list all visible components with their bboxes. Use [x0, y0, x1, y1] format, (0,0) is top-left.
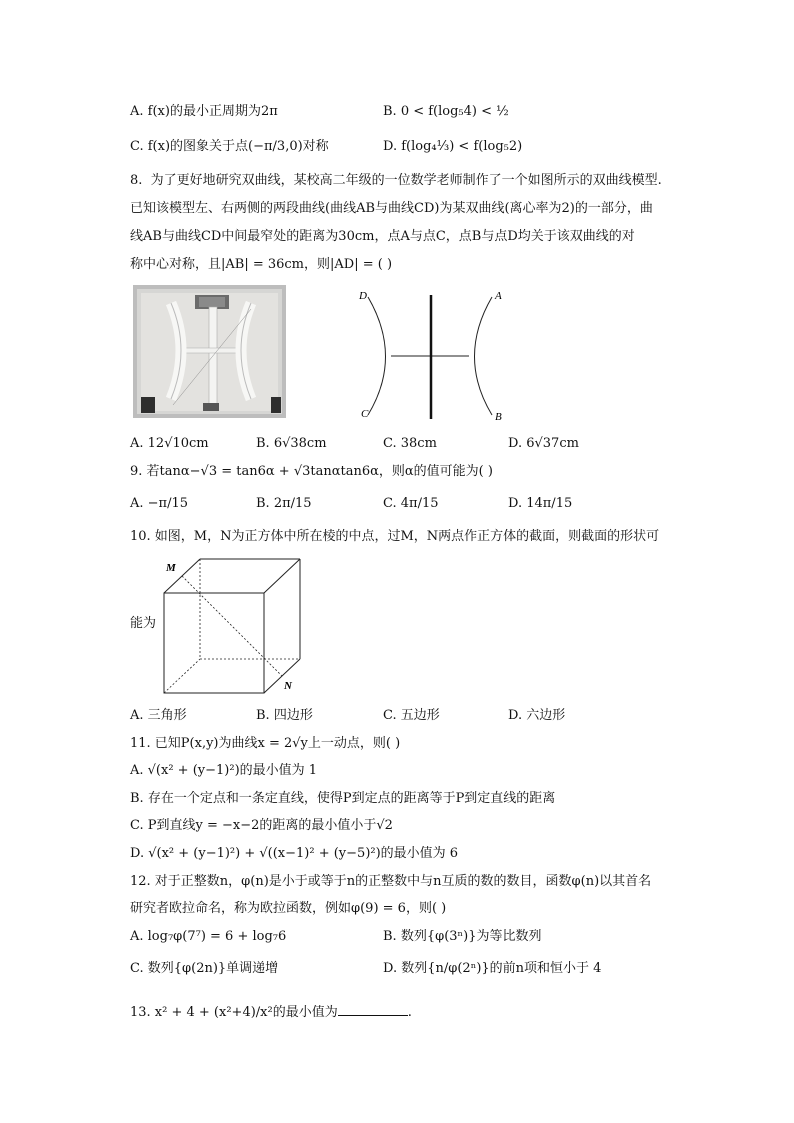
q9-option-a: A. −π/15 — [130, 496, 189, 511]
q10-stem-tail: 能为 — [130, 616, 157, 631]
cube-diagram — [160, 555, 310, 700]
answer-blank — [338, 1003, 408, 1016]
q12-option-b: B. 数列{φ(3ⁿ)}为等比数列 — [383, 929, 542, 944]
q8-line-2: 已知该模型左、右两侧的两段曲线(曲线AB与曲线CD)为某双曲线(离心率为2)的一部分，曲 — [130, 201, 653, 216]
q12-option-a: A. log₇φ(7⁷) = 6 + log₇6 — [130, 929, 287, 944]
q12-stem-1: 12. 对于正整数n，φ(n)是小于或等于n的正整数中与n互质的数的数目，函数φ(n)以其首名 — [130, 874, 652, 889]
q8-option-b: B. 6√38cm — [256, 436, 327, 451]
q8-option-a: A. 12√10cm — [130, 436, 209, 451]
q11-option-b: B. 存在一个定点和一条定直线，使得P到定点的距离等于P到定直线的距离 — [130, 791, 556, 806]
label-point-b: B — [495, 411, 502, 423]
q10-option-d: D. 六边形 — [508, 708, 566, 723]
label-point-c: C — [361, 408, 369, 420]
label-m: M — [166, 562, 176, 574]
q12-option-d: D. 数列{n/φ(2ⁿ)}的前n项和恒小于 4 — [383, 961, 602, 976]
q8-text-1: 为了更好地研究双曲线，某校高二年级的一位数学老师制作了一个如图所示的双曲线模型. — [150, 173, 662, 188]
q9-stem: 9. 若tanα−√3 = tan6α + √3tanαtan6α，则α的值可能为( ) — [130, 464, 493, 479]
q8-number: 8. — [130, 173, 143, 188]
q7-option-a: A. f(x)的最小正周期为2π — [130, 104, 278, 119]
q10-stem: 10. 如图，M，N为正方体中所在棱的中点，过M，N两点作正方体的截面，则截面的形状可 — [130, 529, 660, 544]
q10-option-b: B. 四边形 — [256, 708, 313, 723]
q13-line — [130, 1003, 412, 1022]
hyperbola-model-photo — [133, 285, 286, 418]
q8-option-d: D. 6√37cm — [508, 436, 579, 451]
label-point-a: A — [495, 290, 502, 302]
q8-line-4: 称中心对称，且|AB| = 36cm，则|AD| = ( ) — [130, 257, 393, 272]
q8-line-3: 线AB与曲线CD中间最窄处的距离为30cm，点A与点C，点B与点D均关于该双曲线的对 — [130, 229, 635, 244]
q12-option-c: C. 数列{φ(2n)}单调递增 — [130, 961, 279, 976]
q9-option-d: D. 14π/15 — [508, 496, 573, 511]
q10-option-a: A. 三角形 — [130, 708, 187, 723]
q7-option-c: C. f(x)的图象关于点(−π/3,0)对称 — [130, 139, 329, 154]
q12-stem-2: 研究者欧拉命名，称为欧拉函数，例如φ(9) = 6，则( ) — [130, 901, 447, 916]
q10-option-c: C. 五边形 — [383, 708, 440, 723]
q7-option-d: D. f(log₄⅓) < f(log₅2) — [383, 139, 523, 154]
q9-option-b: B. 2π/15 — [256, 496, 312, 511]
q8-line-1 — [130, 172, 662, 190]
q7-option-b: B. 0 < f(log₅4) < ½ — [383, 104, 509, 119]
label-point-d: D — [359, 290, 367, 302]
hyperbola-diagram — [355, 285, 515, 425]
q13-end: . — [407, 1005, 412, 1020]
q11-stem: 11. 已知P(x,y)为曲线x = 2√y上一动点，则( ) — [130, 736, 401, 751]
q11-option-c: C. P到直线y = −x−2的距离的最小值小于√2 — [130, 818, 393, 833]
q8-option-c: C. 38cm — [383, 436, 437, 451]
q11-option-a: A. √(x² + (y−1)²)的最小值为 1 — [130, 763, 318, 778]
q13-stem: 13. x² + 4 + (x²+4)/x²的最小值为 — [130, 1005, 338, 1020]
q9-option-c: C. 4π/15 — [383, 496, 439, 511]
q11-option-d: D. √(x² + (y−1)²) + √((x−1)² + (y−5)²)的最小值为 6 — [130, 846, 459, 861]
label-n: N — [284, 680, 292, 692]
